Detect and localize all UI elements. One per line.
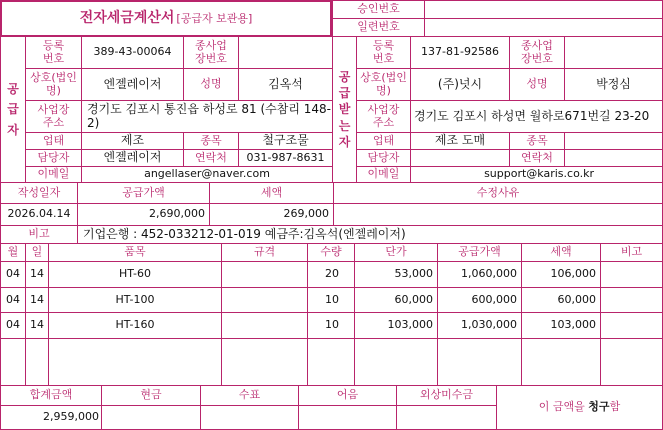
supplier-rep-label: 성명 [183,68,239,101]
receiver-reg-no: 137-81-92586 [410,36,510,69]
receiver-rep-label: 성명 [509,68,565,101]
receiver-sub-no [564,36,663,69]
table-cell: 1,060,000 [437,261,522,288]
table-cell: 53,000 [354,261,438,288]
supplier-address: 경기도 김포시 통진읍 하성로 81 (수참리 148-2) [81,100,333,133]
table-cell: 14 [25,312,49,339]
supplier-biz-type-label: 업태 [25,132,82,150]
table-cell [221,287,308,313]
table-cell: 1,030,000 [437,312,522,339]
table-empty-cell [600,338,663,386]
date-label: 작성일자 [0,182,78,204]
receiver-name: (주)넛시 [410,68,510,101]
credit-amount [396,405,497,430]
col-header-item: 품목 [48,243,222,262]
table-cell: HT-60 [48,261,222,288]
supplier-reg-no: 389-43-00064 [81,36,184,69]
check-amount [200,405,299,430]
tax-label: 세액 [209,182,334,204]
receiver-manager [410,149,510,167]
col-header-unit-price: 단가 [354,243,438,262]
receiver-address-label: 사업장주소 [356,100,411,133]
remarks-value: 기업은행 : 452-033212-01-019 예금주:김옥석(엔젤레이저) [77,225,663,244]
table-empty-cell [221,338,308,386]
serial-no-label: 일련번호 [332,18,425,37]
supply-total: 2,690,000 [77,203,210,226]
receiver-manager-label: 담당자 [356,149,411,167]
col-header-supply: 공급가액 [437,243,522,262]
supplier-email-label: 이메일 [25,166,82,183]
supplier-contact-label: 연락처 [183,149,239,167]
table-cell: HT-160 [48,312,222,339]
tax-total: 269,000 [209,203,334,226]
invoice-title: 전자세금계산서 [79,10,175,27]
table-cell: 04 [0,287,26,313]
table-cell: 106,000 [521,261,601,288]
issue-date: 2026.04.14 [0,203,78,226]
receiver-name-label: 상호(법인명) [356,68,411,101]
note-amount [298,405,397,430]
col-header-remark: 비고 [600,243,663,262]
supplier-rep: 김옥석 [238,68,333,101]
receiver-side-label: 공급받는자 [332,36,357,183]
table-cell: 60,000 [354,287,438,313]
table-cell: 20 [307,261,355,288]
col-header-qty: 수량 [307,243,355,262]
supply-label: 공급가액 [77,182,210,204]
supplier-contact: 031-987-8631 [238,149,333,167]
receiver-reg-no-label: 등록번호 [356,36,411,69]
supplier-name-label: 상호(법인명) [25,68,82,101]
table-cell [600,287,663,313]
check-label: 수표 [200,385,299,406]
table-cell: 60,000 [521,287,601,313]
receiver-biz-item [564,132,663,150]
cash-label: 현금 [101,385,201,406]
table-cell: 04 [0,261,26,288]
table-cell: 10 [307,312,355,339]
supplier-reg-no-label: 등록번호 [25,36,82,69]
approval-no-label: 승인번호 [332,0,425,19]
supplier-address-label: 사업장주소 [25,100,82,133]
receiver-biz-type-label: 업태 [356,132,411,150]
receiver-email[interactable]: support@karis.co.kr [410,166,663,183]
reason-value [333,203,663,226]
receiver-sub-no-label: 종사업장번호 [509,36,565,69]
serial-no-value [424,18,663,37]
table-empty-cell [0,338,26,386]
table-cell: 04 [0,312,26,339]
col-header-month: 월 [0,243,26,262]
table-cell [221,261,308,288]
invoice-title-cell [0,0,332,37]
table-empty-cell [437,338,522,386]
supplier-biz-item-label: 종목 [183,132,239,150]
approval-no-value [424,0,663,19]
col-header-spec: 규격 [221,243,308,262]
col-header-day: 일 [25,243,49,262]
table-cell [600,312,663,339]
receiver-biz-item-label: 종목 [509,132,565,150]
note-label: 어음 [298,385,397,406]
cash-amount [101,405,201,430]
supplier-sub-no-label: 종사업장번호 [183,36,239,69]
remarks-label: 비고 [0,225,78,244]
supplier-manager-label: 담당자 [25,149,82,167]
supplier-manager: 엔젤레이저 [81,149,184,167]
supplier-side-label: 공급자 [0,36,26,183]
reason-label: 수정사유 [333,182,663,204]
receiver-contact-label: 연락처 [509,149,565,167]
claim-prefix: 이 금액을 [538,400,585,414]
table-empty-cell [48,338,222,386]
table-empty-cell [521,338,601,386]
claim-word: 청구 [588,400,610,414]
receiver-email-label: 이메일 [356,166,411,183]
table-cell: HT-100 [48,287,222,313]
col-header-tax: 세액 [521,243,601,262]
receiver-address: 경기도 김포시 하성면 월하로671번길 23-20 [410,100,663,133]
table-cell: 103,000 [354,312,438,339]
claim-statement [496,385,663,430]
total-amount: 2,959,000 [0,405,102,430]
supplier-email[interactable]: angellaser@naver.com [81,166,333,183]
total-label: 합계금액 [0,385,102,406]
table-empty-cell [307,338,355,386]
table-cell: 14 [25,261,49,288]
supplier-sub-no [238,36,333,69]
invoice-title-suffix: [공급자 보관용] [176,12,253,26]
table-cell: 103,000 [521,312,601,339]
supplier-name: 엔젤레이저 [81,68,184,101]
table-cell [600,261,663,288]
supplier-biz-item: 철구조물 [238,132,333,150]
credit-label: 외상미수금 [396,385,497,406]
table-empty-cell [354,338,438,386]
table-empty-cell [25,338,49,386]
supplier-biz-type: 제조 [81,132,184,150]
claim-suffix: 함 [609,400,621,414]
receiver-biz-type: 제조 도매 [410,132,510,150]
table-cell: 600,000 [437,287,522,313]
receiver-contact [564,149,663,167]
receiver-rep: 박정심 [564,68,663,101]
table-cell: 14 [25,287,49,313]
table-cell [221,312,308,339]
table-cell: 10 [307,287,355,313]
